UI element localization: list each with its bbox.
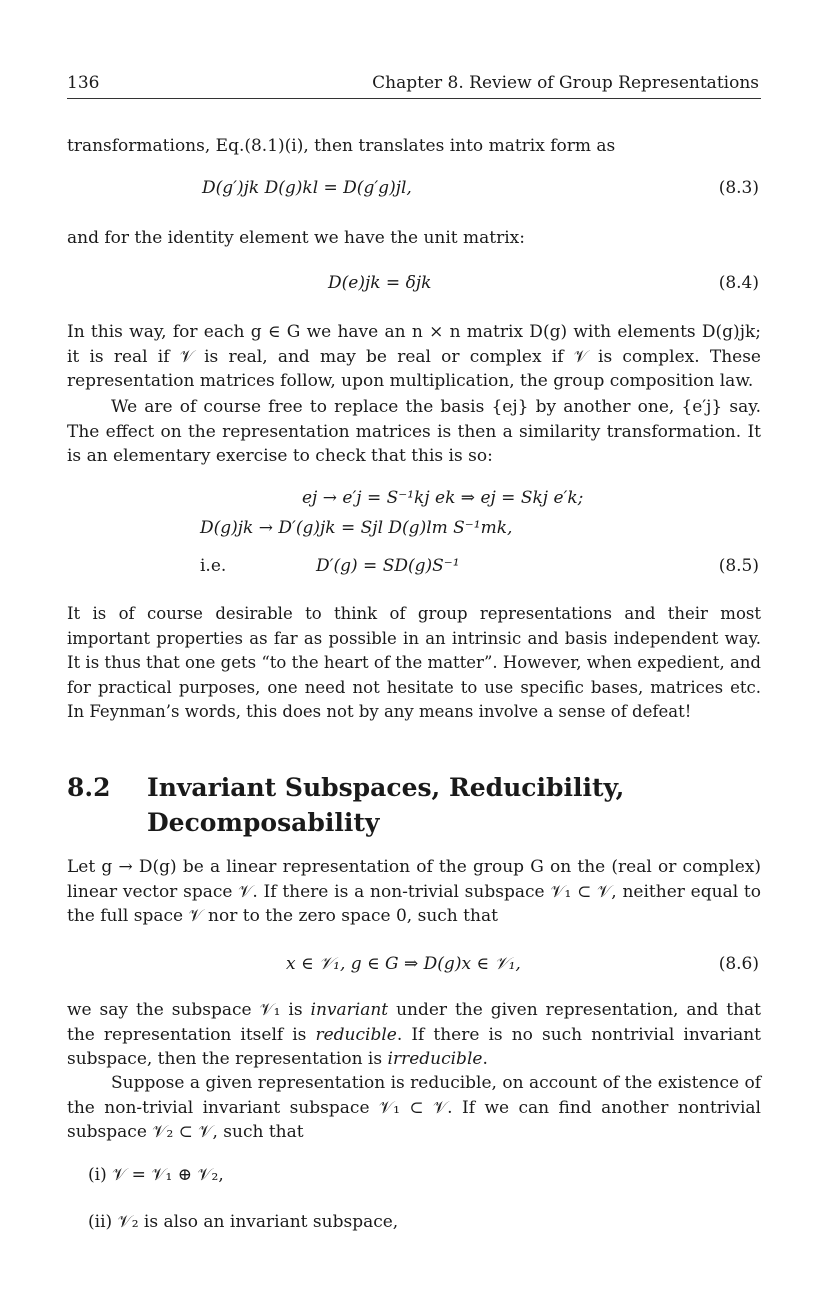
equation-8-5-label: i.e. <box>200 556 227 576</box>
equation-8-6-body: x ∈ 𝒱₁, g ∈ G ⇒ D(g)x ∈ 𝒱₁, <box>286 954 521 974</box>
paragraph-4: We are of course free to replace the basis {ej} by another one, {e′j} say. The effect on the representation matrices is then a similarity transformation. It is an elementary exercise to check that this is so: <box>67 397 761 466</box>
list-item-i: (i) 𝒱 = 𝒱₁ ⊕ 𝒱₂, <box>88 1165 224 1185</box>
equation-8-5-line-1: ej → e′j = S⁻¹kj ek ⇒ ej = Skj e′k; <box>302 488 584 508</box>
paragraph-2: and for the identity element we have the unit matrix: <box>67 228 525 248</box>
equation-8-4 <box>67 273 761 301</box>
equation-8-5-line-2: D(g)jk → D′(g)jk = Sjl D(g)lm S⁻¹mk, <box>200 518 513 538</box>
equation-8-4-body: D(e)jk = δjk <box>328 273 432 293</box>
section-title: Invariant Subspaces, Reducibility, Decomposability <box>147 773 625 837</box>
paragraph-1: transformations, Eq.(8.1)(i), then translates into matrix form as <box>67 136 616 156</box>
paragraph-8: Suppose a given representation is reducible, on account of the existence of the non-trivial invariant subspace 𝒱₁ ⊂ 𝒱. If we can find another nontrivial subspace 𝒱₂ ⊂ 𝒱, such that <box>67 1073 761 1142</box>
paragraph-7 <box>67 998 761 1072</box>
equation-8-3-number: (8.3) <box>718 178 759 198</box>
list-item-ii: (ii) 𝒱₂ is also an invariant subspace, <box>88 1212 399 1232</box>
equation-8-6-number: (8.6) <box>718 954 759 974</box>
paragraph-7-text-c: under the given representation, and that the representation itself is <box>67 1000 761 1045</box>
equation-8-3 <box>67 178 761 206</box>
running-title: Chapter 8. Review of Group Representations <box>372 73 759 93</box>
paragraph-3: In this way, for each g ∈ G we have an n × n matrix D(g) with elements D(g)jk; it is real if 𝒱 is real, and may be real or complex if 𝒱 is complex. These representation matrices follow, upon multiplication, the group composition law. <box>67 322 761 391</box>
page-number: 136 <box>67 73 100 93</box>
section-number: 8.2 <box>67 773 111 802</box>
paragraph-7-text-g: . <box>482 1049 488 1069</box>
paragraph-7-text-a: we say the subspace 𝒱₁ is <box>67 1000 311 1020</box>
term-irreducible: irreducible <box>387 1049 483 1069</box>
equation-8-4-number: (8.4) <box>718 273 759 293</box>
paragraph-6: Let g → D(g) be a linear representation of the group G on the (real or complex) linear vector space 𝒱. If there is a non-trivial subspace 𝒱₁ ⊂ 𝒱, neither equal to the full space 𝒱 nor to the zero space 0, such that <box>67 857 761 926</box>
equation-8-6 <box>67 954 761 982</box>
equation-8-5-line-3: D′(g) = SD(g)S⁻¹ <box>316 556 460 576</box>
paragraph-7-text-e: . If there is no such nontrivial invariant subspace, then the representation is <box>67 1024 762 1069</box>
equation-8-3-body: D(g′)jk D(g)kl = D(g′g)jl, <box>202 178 412 198</box>
running-header <box>67 70 761 99</box>
paragraph-5: It is of course desirable to think of group representations and their most important properties as far as possible in an intrinsic and basis independent way. It is thus that one gets “to the heart of the matter”. However, when expedient, and for practical purposes, one need not hesitate to use specific bases, matrices etc. In Feynman’s words, this does not by any means involve a sense of defeat! <box>67 604 761 721</box>
term-invariant: invariant <box>310 1000 389 1020</box>
term-reducible: reducible <box>315 1024 397 1045</box>
equation-8-5-number: (8.5) <box>718 556 759 576</box>
